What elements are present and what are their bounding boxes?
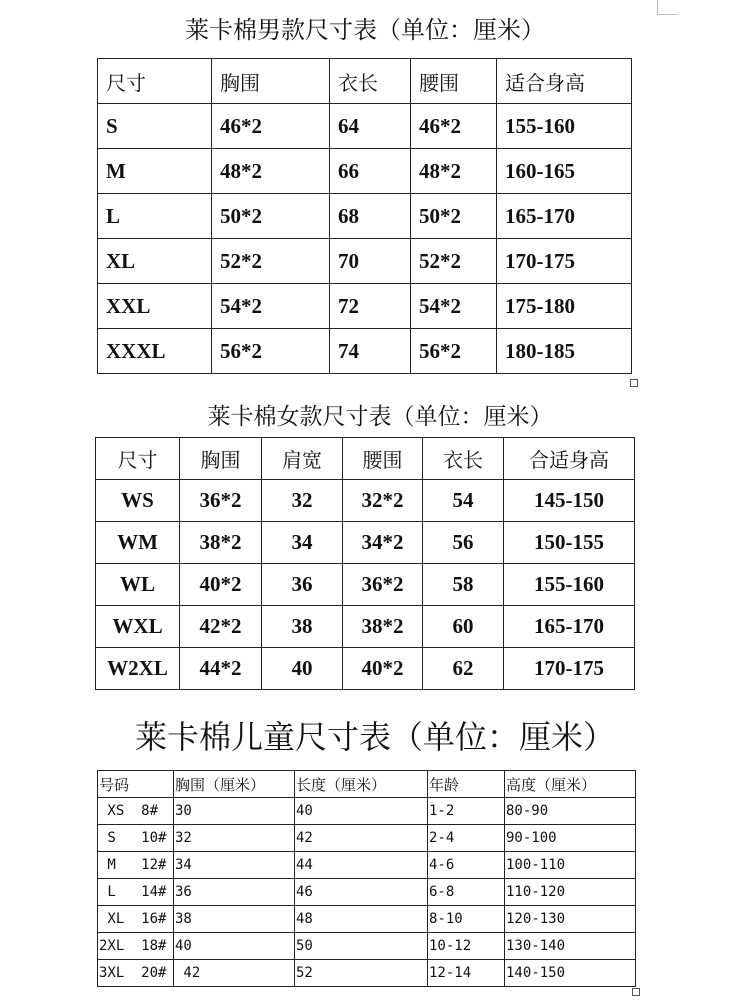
table-cell: 2XL 18# xyxy=(98,933,174,960)
table-row xyxy=(98,194,632,239)
table-cell: 56*2 xyxy=(411,329,497,374)
table-cell: WS xyxy=(96,480,180,522)
table-cell: 175-180 xyxy=(497,284,632,329)
header-cell: 衣长 xyxy=(423,438,504,480)
table-cell: 46 xyxy=(295,879,428,906)
table-cell: 52*2 xyxy=(212,239,330,284)
table-cell: XS 8# xyxy=(98,798,174,825)
table-cell: 2-4 xyxy=(428,825,505,852)
table-cell: 36 xyxy=(174,879,295,906)
table-cell: M xyxy=(98,149,212,194)
table-cell: 80-90 xyxy=(505,798,636,825)
table-cell: 46*2 xyxy=(411,104,497,149)
table-row xyxy=(96,648,635,690)
table-cell: 64 xyxy=(330,104,411,149)
table-cell: 68 xyxy=(330,194,411,239)
table-cell: 44 xyxy=(295,852,428,879)
table-cell: 32 xyxy=(262,480,343,522)
table-header-row xyxy=(98,59,632,104)
table-cell: 50*2 xyxy=(411,194,497,239)
table-cell: 30 xyxy=(174,798,295,825)
table-cell: 52 xyxy=(295,960,428,987)
header-cell: 合适身高 xyxy=(504,438,635,480)
table-header-row xyxy=(96,438,635,480)
table-cell: 74 xyxy=(330,329,411,374)
table-cell: 32*2 xyxy=(343,480,423,522)
table-cell: 40 xyxy=(295,798,428,825)
table-resize-handle[interactable] xyxy=(632,988,640,996)
header-cell: 衣长 xyxy=(330,59,411,104)
table-cell: 40*2 xyxy=(343,648,423,690)
table-row xyxy=(98,239,632,284)
header-cell: 长度（厘米） xyxy=(295,771,428,798)
table-cell: XL xyxy=(98,239,212,284)
table-cell: 170-175 xyxy=(497,239,632,284)
table-cell: 180-185 xyxy=(497,329,632,374)
header-cell: 尺寸 xyxy=(98,59,212,104)
table-cell: 32 xyxy=(174,825,295,852)
table-cell: 36*2 xyxy=(180,480,262,522)
table-cell: 100-110 xyxy=(505,852,636,879)
table-cell: WXL xyxy=(96,606,180,648)
table-cell: 34*2 xyxy=(343,522,423,564)
table-cell: 150-155 xyxy=(504,522,635,564)
table-cell: 50 xyxy=(295,933,428,960)
table-row xyxy=(96,480,635,522)
header-cell: 年龄 xyxy=(428,771,505,798)
table-cell: XXXL xyxy=(98,329,212,374)
table-cell: 36 xyxy=(262,564,343,606)
table-cell: 38*2 xyxy=(343,606,423,648)
table-row xyxy=(98,149,632,194)
table-cell: 6-8 xyxy=(428,879,505,906)
table-cell: 36*2 xyxy=(343,564,423,606)
table-cell: 54 xyxy=(423,480,504,522)
table-row xyxy=(98,825,636,852)
table-resize-handle[interactable] xyxy=(630,379,638,387)
table-cell: S 10# xyxy=(98,825,174,852)
table-cell: 170-175 xyxy=(504,648,635,690)
table-cell: 110-120 xyxy=(505,879,636,906)
table-cell: 48*2 xyxy=(212,149,330,194)
table-cell: 72 xyxy=(330,284,411,329)
men-size-title: 莱卡棉男款尺寸表（单位：厘米） xyxy=(185,16,545,44)
header-cell: 胸围（厘米） xyxy=(174,771,295,798)
header-cell: 适合身高 xyxy=(497,59,632,104)
kids-size-table xyxy=(97,770,636,987)
table-row xyxy=(98,284,632,329)
table-cell: 54*2 xyxy=(212,284,330,329)
table-cell: 50*2 xyxy=(212,194,330,239)
table-cell: 165-170 xyxy=(497,194,632,239)
header-cell: 高度（厘米） xyxy=(505,771,636,798)
table-cell: 155-160 xyxy=(497,104,632,149)
table-row xyxy=(98,852,636,879)
table-cell: 3XL 20# xyxy=(98,960,174,987)
header-cell: 胸围 xyxy=(212,59,330,104)
header-cell: 腰围 xyxy=(411,59,497,104)
table-row xyxy=(98,329,632,374)
table-cell: 56 xyxy=(423,522,504,564)
table-cell: 38*2 xyxy=(180,522,262,564)
table-row xyxy=(96,564,635,606)
table-cell: S xyxy=(98,104,212,149)
table-cell: 160-165 xyxy=(497,149,632,194)
table-cell: 140-150 xyxy=(505,960,636,987)
table-cell: 70 xyxy=(330,239,411,284)
header-cell: 尺寸 xyxy=(96,438,180,480)
table-cell: 38 xyxy=(262,606,343,648)
table-cell: 34 xyxy=(262,522,343,564)
table-cell: 155-160 xyxy=(504,564,635,606)
table-cell: 60 xyxy=(423,606,504,648)
table-row xyxy=(98,104,632,149)
table-cell: 145-150 xyxy=(504,480,635,522)
table-cell: 120-130 xyxy=(505,906,636,933)
table-row xyxy=(96,606,635,648)
table-cell: 44*2 xyxy=(180,648,262,690)
table-cell: 56*2 xyxy=(212,329,330,374)
table-row xyxy=(96,522,635,564)
table-cell: 66 xyxy=(330,149,411,194)
table-cell: WL xyxy=(96,564,180,606)
women-size-title: 莱卡棉女款尺寸表（单位：厘米） xyxy=(207,404,553,430)
table-cell: 40 xyxy=(174,933,295,960)
table-cell: 42*2 xyxy=(180,606,262,648)
men-size-table xyxy=(97,58,632,374)
table-row xyxy=(98,960,636,987)
table-cell: M 12# xyxy=(98,852,174,879)
table-cell: 34 xyxy=(174,852,295,879)
table-cell: W2XL xyxy=(96,648,180,690)
table-cell: 38 xyxy=(174,906,295,933)
table-cell: 62 xyxy=(423,648,504,690)
table-cell: 165-170 xyxy=(504,606,635,648)
table-cell: L 14# xyxy=(98,879,174,906)
table-cell: 48 xyxy=(295,906,428,933)
table-cell: 1-2 xyxy=(428,798,505,825)
table-row xyxy=(98,879,636,906)
table-cell: 58 xyxy=(423,564,504,606)
table-cell: 12-14 xyxy=(428,960,505,987)
table-cell: 48*2 xyxy=(411,149,497,194)
table-cell: 42 xyxy=(174,960,295,987)
table-cell: 130-140 xyxy=(505,933,636,960)
table-cell: 40 xyxy=(262,648,343,690)
header-cell: 肩宽 xyxy=(262,438,343,480)
table-cell: 10-12 xyxy=(428,933,505,960)
table-cell: L xyxy=(98,194,212,239)
table-cell: 46*2 xyxy=(212,104,330,149)
header-cell: 号码 xyxy=(98,771,174,798)
table-cell: 40*2 xyxy=(180,564,262,606)
table-cell: 52*2 xyxy=(411,239,497,284)
table-cell: 42 xyxy=(295,825,428,852)
table-row xyxy=(98,798,636,825)
table-cell: 8-10 xyxy=(428,906,505,933)
table-cell: WM xyxy=(96,522,180,564)
header-cell: 胸围 xyxy=(180,438,262,480)
table-cell: XL 16# xyxy=(98,906,174,933)
women-size-table xyxy=(95,437,635,690)
table-row xyxy=(98,906,636,933)
header-cell: 腰围 xyxy=(343,438,423,480)
table-cell: 54*2 xyxy=(411,284,497,329)
kids-size-title: 莱卡棉儿童尺寸表（单位：厘米） xyxy=(134,718,615,756)
table-cell: 4-6 xyxy=(428,852,505,879)
table-cell: 90-100 xyxy=(505,825,636,852)
table-cell: XXL xyxy=(98,284,212,329)
table-row xyxy=(98,933,636,960)
table-header-row xyxy=(98,771,636,798)
